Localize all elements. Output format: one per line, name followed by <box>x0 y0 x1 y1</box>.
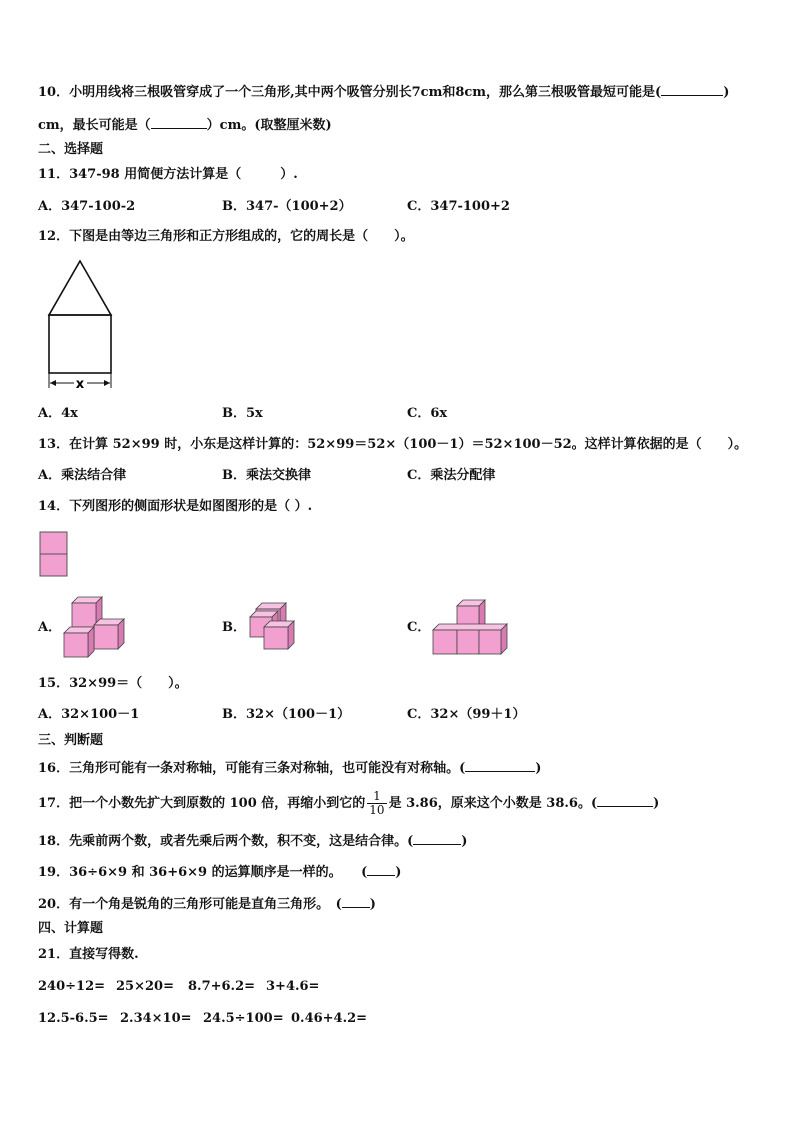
calc-item[interactable]: 12.5-6.5= <box>38 1011 109 1026</box>
calc-item[interactable]: 8.7+6.2= <box>188 979 256 994</box>
question-18: 18．先乘前两个数，或者先乘后两个数，积不变，这是结合律。( ) <box>38 834 468 849</box>
answer-blank[interactable] <box>367 863 395 876</box>
cube-stack-b <box>250 603 294 649</box>
section-heading-choice: 二、选择题 <box>38 142 104 157</box>
question-10-line-1: 10．小明用线将三根吸管穿成了一个三角形,其中两个吸管分别长7cm和8cm，那么第三根吸管最短可能是( ) <box>38 85 730 100</box>
q12-option-b[interactable]: B．5x <box>222 406 263 421</box>
q15-option-b[interactable]: B．32×（100－1） <box>222 707 351 722</box>
answer-blank[interactable] <box>465 759 535 772</box>
question-20: 20．有一个角是锐角的三角形可能是直角三角形。 ( ) <box>38 897 376 912</box>
cube-stack-c <box>433 600 507 654</box>
calc-item[interactable]: 240÷12= <box>38 979 106 994</box>
square-bottom <box>40 554 67 576</box>
question-14: 14．下列图形的侧面形状是如图图形的是（ ）. <box>38 499 313 514</box>
calc-item[interactable]: 3+4.6= <box>266 979 320 994</box>
section-heading-calculation: 四、计算题 <box>38 921 104 936</box>
arrow-left-icon <box>50 380 56 386</box>
calc-item[interactable]: 2.34×10= <box>120 1011 192 1026</box>
question-16: 16．三角形可能有一条对称轴，可能有三条对称轴，也可能没有对称轴。( ) <box>38 761 542 776</box>
q14-option-b-label[interactable]: B． <box>222 620 246 635</box>
dimension-label-x: x <box>75 377 85 392</box>
arrow-right-icon <box>104 380 110 386</box>
q12-option-a[interactable]: A．4x <box>38 406 78 421</box>
square-top <box>40 532 67 554</box>
question-10-line-2: cm，最长可能是（ ）cm。(取整厘米数) <box>38 118 332 133</box>
q11-option-b[interactable]: B．347-（100+2） <box>222 199 352 214</box>
question-19: 19．36÷6×9 和 36+6×9 的运算顺序是一样的。 ( ) <box>38 865 402 880</box>
triangle-square-figure <box>40 258 120 393</box>
q13-option-a[interactable]: A．乘法结合律 <box>38 468 127 483</box>
cube-stack-a <box>64 597 124 657</box>
q11-option-a[interactable]: A．347-100-2 <box>38 199 136 214</box>
q14-option-c-label[interactable]: C． <box>407 620 431 635</box>
q15-option-a[interactable]: A．32×100－1 <box>38 707 140 722</box>
question-13: 13．在计算 52×99 时，小东是这样计算的：52×99＝52×（100－1）＝52×100－52。这样计算依据的是（ ）。 <box>38 437 748 452</box>
question-17: 17．把一个小数先扩大到原数的 100 倍，再缩小到它的 $\frac{1}{10}$ 是 3.86，原来这个小数是 38.6。( ) <box>38 789 660 817</box>
q14-option-b-cubes[interactable] <box>246 601 306 657</box>
q15-option-c[interactable]: C．32×（99＋1） <box>407 707 526 722</box>
question-10-text: 10．小明用线将三根吸管穿成了一个三角形,其中两个吸管分别长7cm和8cm，那么第三根吸管最短可能是( <box>38 85 662 100</box>
question-21: 21．直接写得数. <box>38 947 139 962</box>
q14-option-a-cubes[interactable] <box>62 593 128 661</box>
q14-option-a-label[interactable]: A． <box>38 620 62 635</box>
question-12: 12．下图是由等边三角形和正方形组成的，它的周长是（ ）。 <box>38 229 414 244</box>
calc-item[interactable]: 25×20= <box>116 979 174 994</box>
section-heading-judgement: 三、判断题 <box>38 733 104 748</box>
calc-item[interactable]: 0.46+4.2= <box>291 1011 368 1026</box>
square-shape <box>49 315 111 373</box>
q13-option-c[interactable]: C．乘法分配律 <box>407 468 496 483</box>
answer-blank[interactable] <box>413 832 461 845</box>
q13-option-b[interactable]: B．乘法交换律 <box>222 468 311 483</box>
answer-blank[interactable] <box>151 116 207 129</box>
equilateral-triangle-shape <box>49 261 111 315</box>
answer-blank[interactable] <box>342 895 370 908</box>
answer-blank[interactable] <box>661 83 723 96</box>
q11-option-c[interactable]: C．347-100+2 <box>407 199 510 214</box>
answer-blank[interactable] <box>597 794 653 807</box>
q14-option-c-cubes[interactable] <box>431 598 515 658</box>
question-15: 15．32×99＝（ ）。 <box>38 676 188 691</box>
q12-option-c[interactable]: C．6x <box>407 406 448 421</box>
side-view-figure <box>39 531 71 579</box>
question-11: 11．347-98 用简便方法计算是（ ）. <box>38 167 298 182</box>
calc-item[interactable]: 24.5÷100= <box>203 1011 284 1026</box>
fraction-one-tenth: $\frac{1}{10}$ <box>369 789 385 817</box>
